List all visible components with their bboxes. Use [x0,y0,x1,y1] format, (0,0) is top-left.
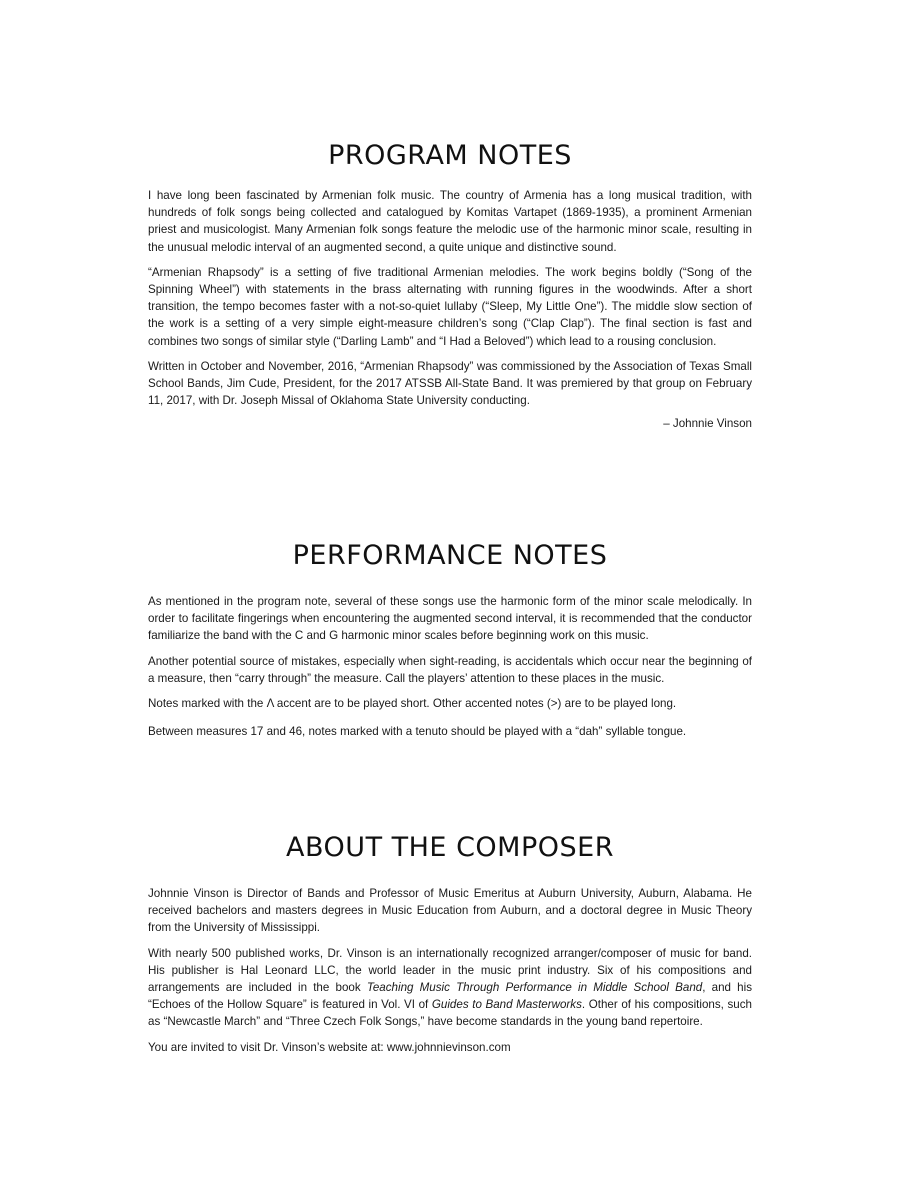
program-notes-paragraph-3: Written in October and November, 2016, “Armenian Rhapsody” was commissioned by the Association of Texas Small School Bands, Jim Cude, President, for the 2017 ATSSB All-State Band. It was premiered by that group on February 11, 2017, with Dr. Joseph Missal of Oklahoma State University conducting. [148,359,752,408]
about-composer-paragraph-2 [148,945,752,1031]
about-composer-paragraph-1: Johnnie Vinson is Director of Bands and Professor of Music Emeritus at Auburn University, Auburn, Alabama. He received bachelors and masters degrees in Music Education from Auburn, and a doctoral degree in Music Theory from the University of Mississippi. [148,887,752,935]
paragraph-text: . Other of his compositions, such as “Newcastle March” and “Three Czech Folk Songs,” have become standards in the young band repertoire. [148,998,752,1029]
program-notes-paragraph-1: I have long been fascinated by Armenian folk music. The country of Armenia has a long musical tradition, with hundreds of folk songs being collected and catalogued by Komitas Vartapet (1869-1935), a prominent Armenian priest and musicologist. Many Armenian folk songs feature the melodic use of the harmonic minor scale, resulting in the unusual melodic interval of an augmented second, a quite unique and distinctive sound. [148,189,752,254]
paragraph-text: With nearly 500 published works, Dr. Vinson is an internationally recognized arranger/composer of music for band. His publisher is Hal Leonard LLC, the world leader in the music print industry. Six of his compositions and arrangements are included in the book [148,946,752,995]
about-composer-section [148,832,752,1064]
performance-notes-heading: PERFORMANCE NOTES [292,540,608,571]
performance-notes-paragraph-2: Another potential source of mistakes, especially when sight-reading, is accidentals which occur near the beginning of a measure, then “carry through” the measure. Call the players’ attention to these places in the music. [148,654,752,685]
performance-notes-section [148,540,752,748]
paragraph-text: , and his “Echoes of the Hollow Square” is featured in Vol. VI of [148,981,753,1012]
about-composer-heading: ABOUT THE COMPOSER [286,832,614,863]
program-notes-signature: – Johnnie Vinson [663,417,752,431]
series-title: Guides to Band Masterworks [431,998,582,1012]
about-composer-paragraph-3: You are invited to visit Dr. Vinson’s website at: www.johnnievinson.com [148,1040,511,1054]
book-title: Teaching Music Through Performance in Middle School Band [366,981,703,995]
program-notes-section [148,140,752,430]
program-notes-heading: PROGRAM NOTES [328,140,572,171]
performance-notes-paragraph-4: Between measures 17 and 46, notes marked with a tenuto should be played with a “dah” syllable tongue. [148,725,687,739]
performance-notes-paragraph-1: As mentioned in the program note, several of these songs use the harmonic form of the minor scale melodically. In order to facilitate fingerings when encountering the augmented second interval, it is recommended that the conductor familiarize the band with the C and G harmonic minor scales before beginning work on this music. [148,595,752,643]
performance-notes-paragraph-3: Notes marked with the Λ accent are to be played short. Other accented notes (>) are to be played long. [148,697,677,711]
program-notes-paragraph-2: “Armenian Rhapsody” is a setting of five traditional Armenian melodies. The work begins boldly (“Song of the Spinning Wheel”) with statements in the brass alternating with running figures in the woodwinds. After a short transition, the tempo becomes faster with a not-so-quiet lullaby (“Sleep, My Little One”). The middle slow section of the work is a setting of a very simple eight-measure children’s song (“Clap Clap”). The final section is fast and combines two songs of similar style (“Darling Lamb” and “I Had a Beloved”) which lead to a rousing conclusion. [148,265,752,348]
